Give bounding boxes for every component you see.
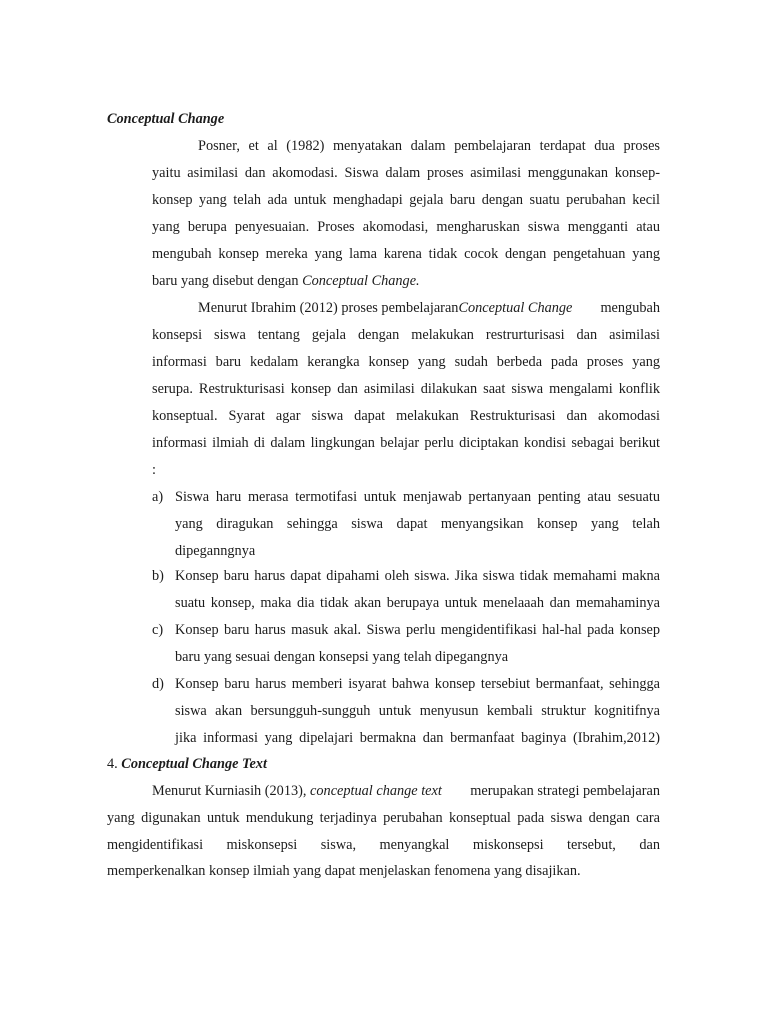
list-item-line: siswa akan bersungguh-sungguh untuk menyusun kembali struktur kognitifnya [175, 703, 660, 719]
list-item-line: jika informasi yang dipelajari bermakna dan bermanfaat baginya (Ibrahim,2012) [175, 730, 660, 746]
paragraph-line: mengidentifikasi miskonsepsi siswa, menyangkal miskonsepsi tersebut, dan [107, 837, 660, 853]
list-item-line: Siswa haru merasa termotifasi untuk menjawab pertanyaan penting atau sesuatu [175, 489, 660, 505]
paragraph-line: yaitu asimilasi dan akomodasi. Siswa dalam proses asimilasi menggunakan konsep- [152, 165, 660, 181]
list-label: c) [152, 622, 164, 638]
paragraph-line: : [152, 462, 156, 478]
text-span: merupakan strategi pembelajaran [466, 783, 660, 799]
paragraph-line: konseptual. Syarat agar siswa dapat melakukan Restrukturisasi dan akomodasi [152, 408, 660, 424]
text-span: baru yang disebut dengan [152, 273, 303, 289]
list-item-line: Konsep baru harus memberi isyarat bahwa konsep tersebiut bermanfaat, sehingga [175, 676, 660, 692]
paragraph-line: yang digunakan untuk mendukung terjadinya perubahan konseptual pada siswa dengan cara [107, 810, 660, 826]
paragraph-line: yang berupa penyesuaian. Proses akomodasi, mengharuskan siswa mengganti atau [152, 219, 660, 235]
list-label: d) [152, 676, 164, 692]
text-span: mengubah [600, 300, 660, 316]
paragraph-line: konsep yang telah ada untuk menghadapi gejala baru dengan suatu perubahan kecil [152, 192, 660, 208]
paragraph-line: konsepsi siswa tentang gejala dengan melakukan restrurturisasi dan asimilasi [152, 327, 660, 343]
paragraph-line: Posner, et al (1982) menyatakan dalam pembelajaran terdapat dua proses [198, 138, 660, 154]
section-number: 4. [107, 756, 122, 772]
paragraph-line: serupa. Restrukturisasi konsep dan asimilasi dilakukan saat siswa mengalami konflik [152, 381, 660, 397]
section-title: Conceptual Change Text [121, 756, 267, 772]
paragraph-line: informasi ilmiah di dalam lingkungan belajar perlu diciptakan kondisi sebagai berikut [152, 435, 660, 451]
list-item-line: Konsep baru harus masuk akal. Siswa perlu mengidentifikasi hal-hal pada konsep [175, 622, 660, 638]
section-heading: Conceptual Change [107, 111, 225, 127]
term-italic: Conceptual Change [458, 300, 573, 316]
text-span: Menurut Kurniasih (2013), [152, 783, 311, 799]
term-italic: conceptual change text [310, 783, 442, 799]
list-item-line: baru yang sesuai dengan konsepsi yang telah dipegangnya [175, 649, 509, 665]
paragraph-line [198, 299, 660, 317]
term-italic: Conceptual Change. [302, 273, 420, 289]
paragraph-line [152, 782, 660, 800]
list-item-line: suatu konsep, maka dia tidak akan berupaya untuk menelaaah dan memahaminya [175, 595, 660, 611]
list-item-line: Konsep baru harus dapat dipahami oleh siswa. Jika siswa tidak memahami makna [175, 568, 660, 584]
list-label: b) [152, 568, 164, 584]
paragraph-line: mengubah konsep mereka yang lama karena tidak cocok dengan pengetahuan yang [152, 246, 660, 262]
paragraph-line [152, 272, 420, 290]
list-item-line: dipeganngnya [175, 543, 256, 559]
section-heading [107, 755, 267, 773]
list-item-line: yang diragukan sehingga siswa dapat menyangsikan konsep yang telah [175, 516, 660, 532]
paragraph-line: informasi baru kedalam kerangka konsep yang sudah berbeda pada proses yang [152, 354, 660, 370]
list-label: a) [152, 489, 164, 505]
text-span: Menurut Ibrahim (2012) proses pembelajaran [198, 300, 459, 316]
paragraph-line: memperkenalkan konsep ilmiah yang dapat menjelaskan fenomena yang disajikan. [107, 863, 581, 879]
